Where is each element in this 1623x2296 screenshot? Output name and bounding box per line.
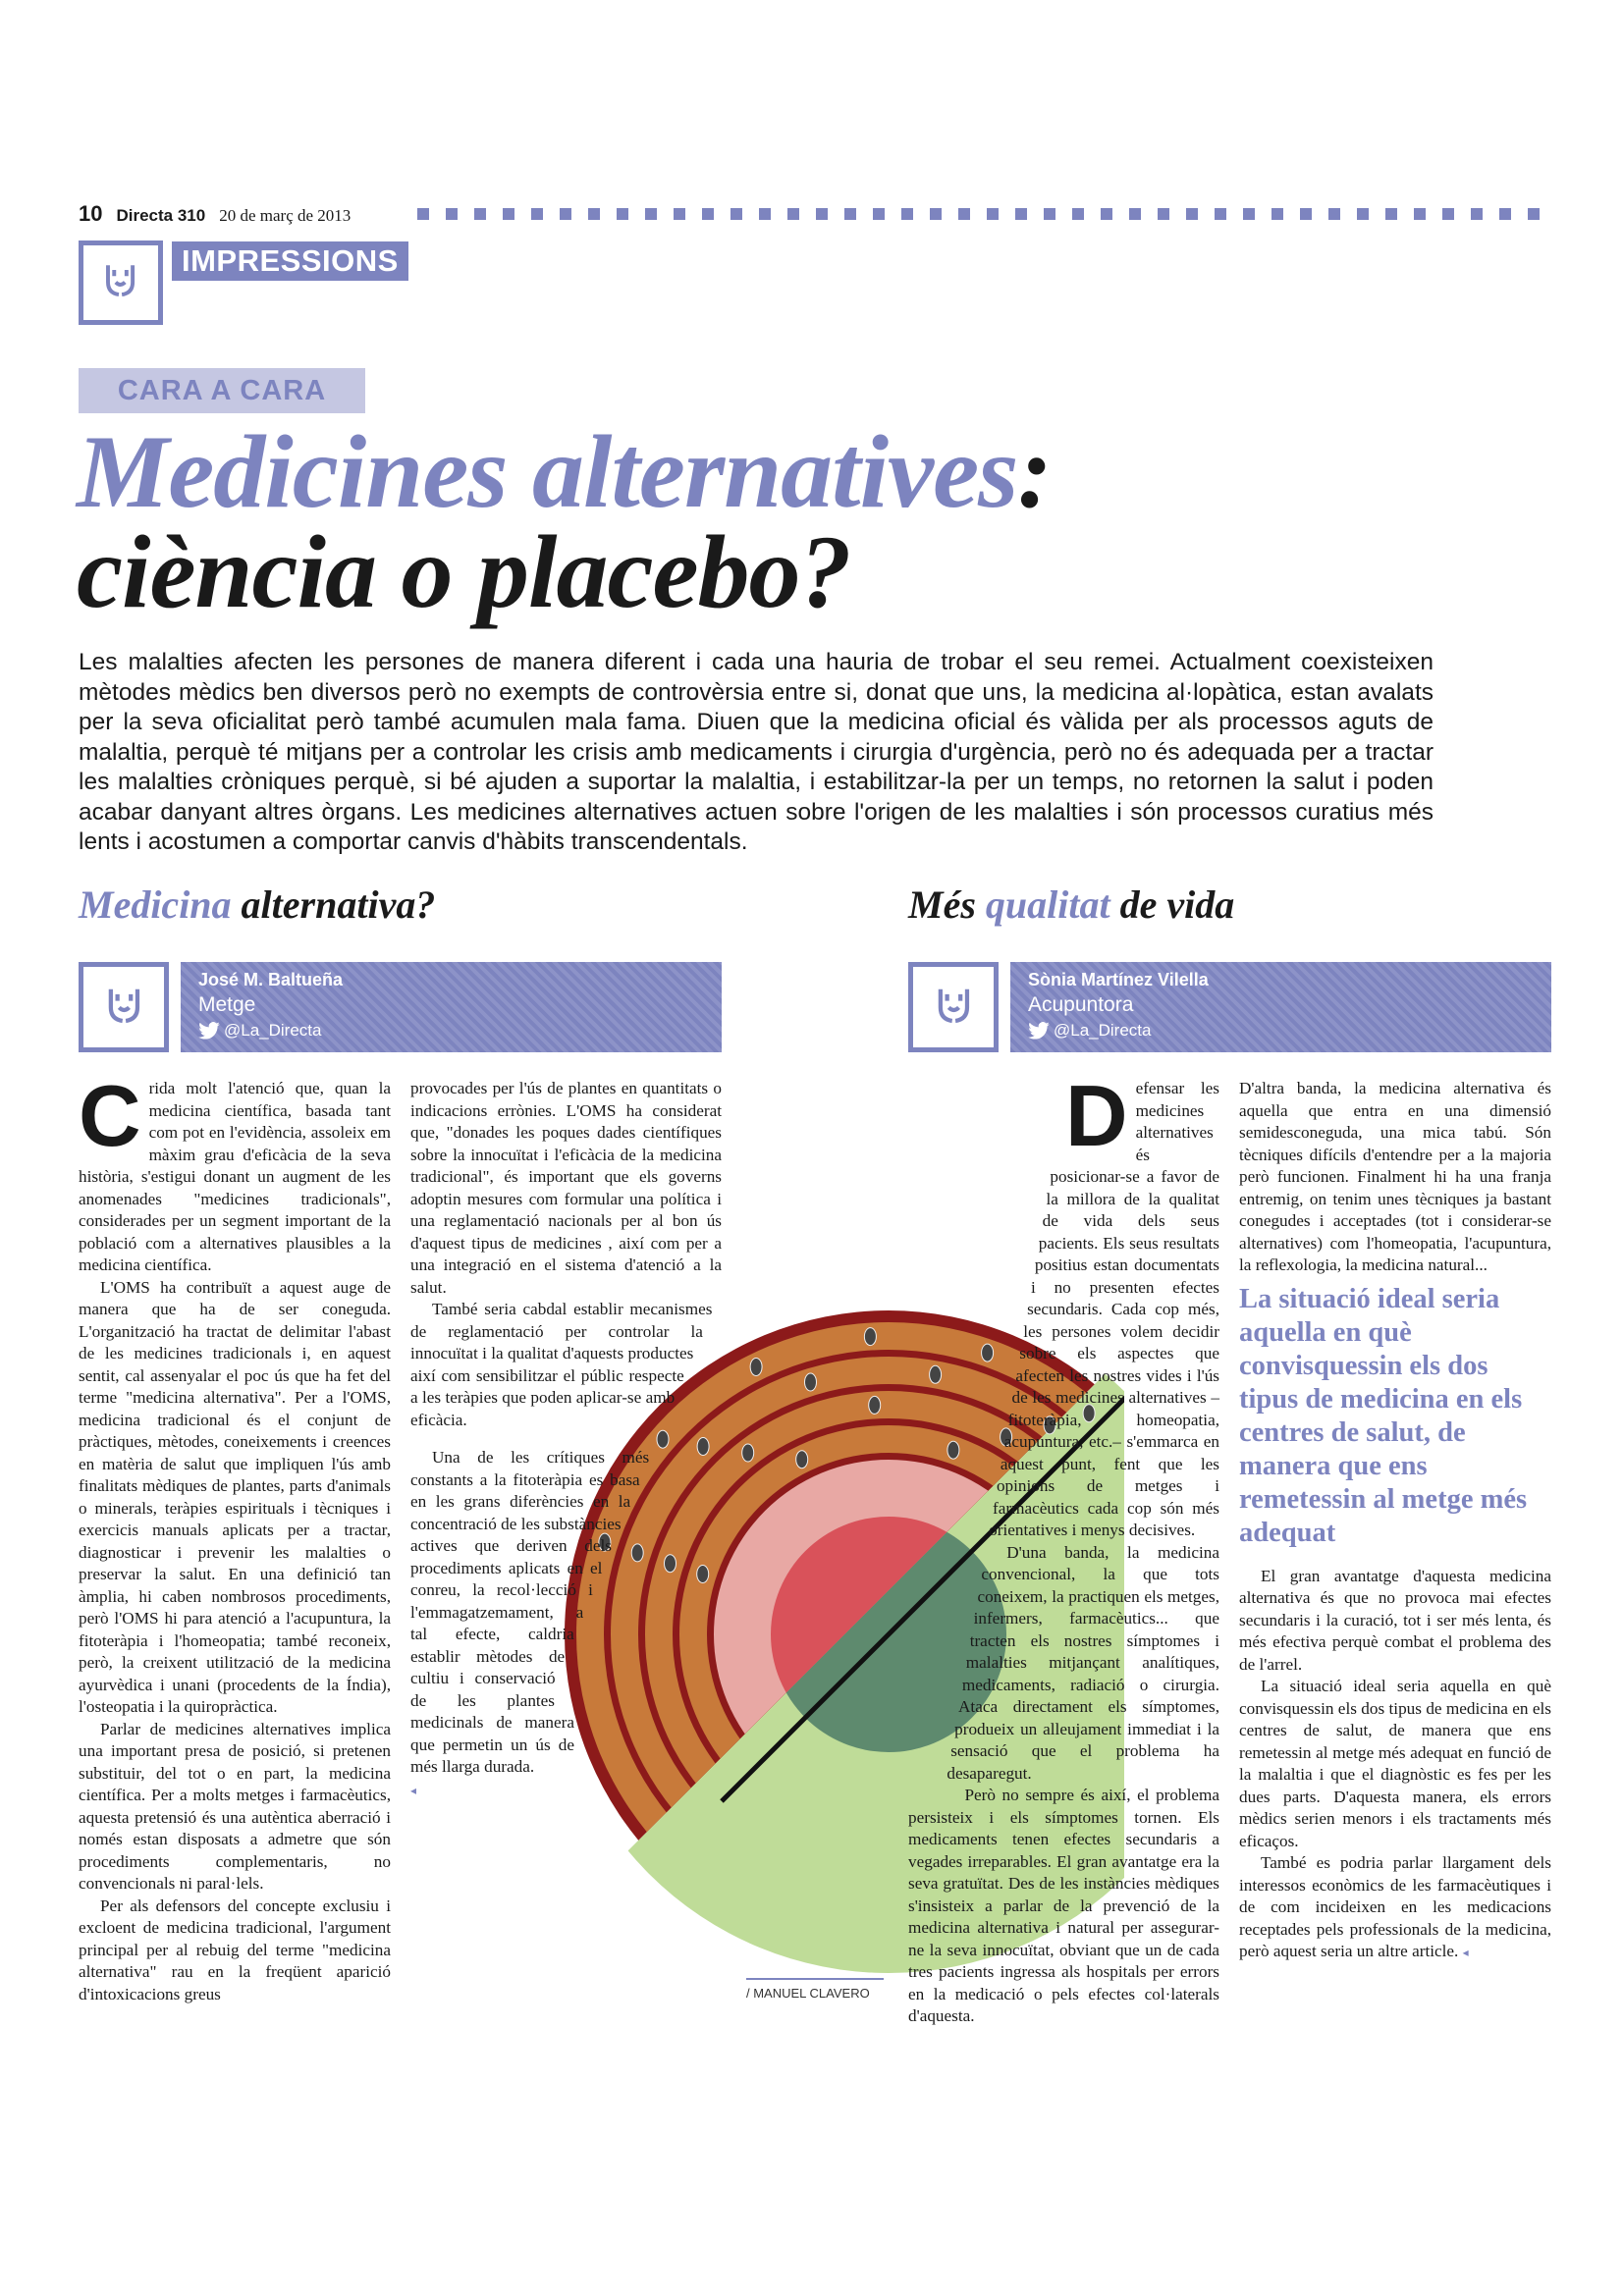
left-paragraph-4: Per als defensors del concepte exclusiu i excloent de medicina tradicional, l'argument principal per al rebuig del terme "medicina alternativa" rau en la freqüent aparició d'intoxicacions greus [79,1896,391,2003]
right-author-role: Acupuntora [1028,993,1134,1016]
left-author-name: José M. Baltueña [198,970,344,989]
right-title-pre: Més [908,882,986,927]
right-p7-text: També es podria parlar llargament dels interessos econòmics de les farmacèutiques i de com incideixen en les medicacions receptades pels professionals de la medicina, però aquest seria un altre article. [1239,1853,1551,1960]
left-author-logo [79,962,169,1052]
headline-line-2: ciència o placebo? [77,514,851,629]
left-paragraph-1 [79,1067,391,1277]
right-author-name: Sònia Martínez Vilella [1028,970,1209,989]
left-column-2 [410,1078,722,2005]
header-dotted-rule [417,208,1551,220]
issue-date: 20 de març de 2013 [219,206,352,225]
right-author-logo [908,962,999,1052]
seated-figure [864,1328,876,1346]
right-twitter-handle: @La_Directa [1054,1021,1152,1040]
right-title-accent: qualitat [985,882,1110,927]
headline-line-1: Medicines alternatives [77,414,1018,529]
seated-figure [742,1444,754,1462]
page-number: 10 [79,201,103,226]
left-author-box [181,962,722,1052]
left-title-rest: alternativa? [231,882,436,927]
twitter-bird-icon [1028,1022,1050,1040]
left-column-1 [79,1067,391,2005]
right-end-mark: ◂ [1462,1946,1469,1959]
right-paragraph-7 [1239,1852,1551,1964]
left-author-role: Metge [198,993,256,1016]
seated-figure [805,1373,817,1391]
seated-figure [869,1396,881,1414]
faces-icon [99,983,149,1033]
right-dropcap: D [1065,1067,1128,1164]
right-title-rest: de vida [1109,882,1235,927]
lead-paragraph: Les malalties afecten les persones de manera diferent i cada una hauria de trobar el seu remei. Actualment coexisteixen mètodes mèdics ben diversos però no exempts de controvèrsia entre si, donat que uns, la medicina al·lopàtica, estan avalats per la seva oficialitat però també acumulen mala fama. Diuen que la medicina oficial és vàlida per als processos aguts de malaltia, perquè té mitjans per a controlar les crisis amb medicaments i cirurgia d'urgència, però no és adequada per a tractar les malalties cròniques perquè, si bé ajuden a suportar la malaltia, i estabilitzar-la per un temps, no retornen la salut i poden acabar danyant altres òrgans. Les medicines alternatives actuen sobre l'origen de les malalties i són processos curatius més lents i acostumen a comportar canvis d'hàbits transcendentals. [79,649,1434,855]
page-header [79,201,351,231]
right-p1-text: efensar les medicines alternatives és posicionar-se a favor de la millora de la qualitat de vida dels seus pacients. Els seus resultats positius estan documentats i no presenten efectes secundaris. Cada cop més, les persones volem decidir sobre els aspectes que afecten les nostres vides i l'ús de les medicines alternatives –fitoteràpia, homeopatia, acupuntura, etc.– s'emmarca en aquest punt, fent que les opinions de metges i farmacèutics cada cop són més orientatives i menys decisives. [989,1079,1219,1539]
right-paragraph-2: D'una banda, la medicina convencional, la que tots coneixem, la practiquen els metges, infermers, farmacèutics... que tracten els nostres símptomes i malalties mitjançant analítiques, medicaments, radiació o cirurgia. Ataca directament els símptomes, produeix un alleujament immediat i la sensació que el problema ha desaparegut. [947,1542,1219,1783]
left-end-mark: ◂ [410,1783,417,1797]
headline-colon: : [1017,414,1052,529]
left-p1-text: rida molt l'atenció que, quan la medicina científica, basada tant com pot en l'evidència, assoleix em màxim grau d'eficàcia de la seva història, s'estigui donant un augment de les anomenades "medicines tradicionals", considerades per un segment important de la població com a alternatives plausibles a la medicina científica. [79,1079,391,1274]
publication-name: Directa 310 [116,206,206,225]
left-dropcap: C [79,1067,141,1164]
left-article-title [79,881,435,928]
twitter-bird-icon [198,1022,220,1040]
pull-quote: La situació ideal seria aquella en què convisquessin els dos tipus de medicina en els centres de salut, de manera que ens remetessin al metge més adequat [1239,1283,1528,1548]
seated-figure [796,1451,808,1468]
right-column-1 [908,1067,1219,2028]
headline [77,414,1052,629]
left-twitter-handle: @La_Directa [224,1021,322,1040]
left-author-row [79,962,722,1050]
section-logo [79,240,163,325]
right-paragraph-3: Però no sempre és així, el problema persisteix i els símptomes tornen. Els medicaments tenen efectes secundaris a vegades irreparables. El gran avantatge era la seva gratuïtat. Des de les instàncies mèdiques s'insisteix a parlar de la prevenció de la medicina alternativa i natural per assegurar-ne la seva innocuïtat, obviant que un de cada tres pacients ingressa als hospitals per errors en la medicació o pels efectes col·laterals d'aquesta. [908,1786,1219,2025]
right-author-box [1010,962,1551,1052]
left-paragraph-3: Parlar de medicines alternatives implica una important presa de posició, si pretenen substituir, del tot o en part, la medicina científica. Per a molts metges i farmacèutics, aquesta pretensió és una autèntica aberració i només estan disposats a admetre que són procediments complementaris, no convencionals ni paral·lels. [79,1719,391,1893]
right-paragraph-5: El gran avantatge d'aquesta medicina alternativa és que no provoca mai efectes secundaris i la curació, tot i ser més lenta, és més efectiva perquè combat el problema des de l'arrel. [1239,1566,1551,1674]
left-title-accent: Medicina [79,882,232,927]
right-paragraph-6: La situació ideal seria aquella en què convisquessin els dos tipus de medicina en els centres de salut, de manera que ens remetessin al metge més adequat en funció de la malaltia i que el diagnòstic es fes per les dues parts. D'aquesta manera, els errors mèdics serien menors i els tractaments més eficaços. [1239,1677,1551,1850]
left-paragraph-2: L'OMS ha contribuït a aquest auge de manera que ha de ser coneguda. L'organització ha tractat de delimitar l'abast de les medicines tradicionals i, en aquest sentit, cal assenyalar el poc ús que ha fet del terme "medicina alternativa". Per a l'OMS, medicina tradicional és el conjunt de pràctiques, mètodes, coneixements i creences en matèria de salut que impliquen l'ús amb finalitats mèdiques de plantes, parts d'animals o minerals, teràpies espirituals i tècniques i exercicis manuals aplicats per a tractar, diagnosticar i prevenir les malalties o preservar la salut. En una definició tan àmplia, hi caben nombrosos procediments, però l'OMS hi para atenció a l'acupuntura, la fitoteràpia i l'homeopatia; també reconeix, però, la creixent utilització de la medicina ayurvèdica i unani (procedents de la Índia), l'osteopatia i la quiropràctica. [79,1277,391,1716]
faces-icon [97,259,143,305]
right-article-title [908,881,1234,928]
right-column-2 [1239,1078,1551,1964]
kicker-label: CARA A CARA [79,368,365,413]
right-author-twitter[interactable] [1028,1021,1534,1041]
right-author-row [908,962,1551,1050]
right-paragraph-4: D'altra banda, la medicina alternativa és aquella que entra en una dimensió semidesconeguda, una mica tabú. Són tècniques difícils d'entendre per a la majoria però funcionen. Finalment hi ha una franja entremig, on tenim unes tècniques ja bastant conegudes i acceptades (tot i considerar-se alternatives) com l'homeopatia, l'acupuntura, la reflexologia, la medicina natural... [1239,1079,1551,1274]
seated-figure [750,1359,762,1376]
left-author-twitter[interactable] [198,1021,704,1041]
illustration-credit: / MANUEL CLAVERO [746,1978,884,2001]
section-label: IMPRESSIONS [172,241,408,281]
left-paragraph-7: Una de les crítiques més constants a la fitoteràpia es basa en les grans diferències en la concentració de les substàncies actives que deriven dels procediments aplicats en el conreu, la recol·lecció i l'emmagatzemament, a tal efecte, caldria establir mètodes de cultiu i conservació de les plantes medicinals de manera que permetin un ús de més llarga durada. [410,1448,650,1776]
left-paragraph-5: provocades per l'ús de plantes en quantitats o indicacions errònies. L'OMS ha considerat que, "donades les poques dades científiques sobre la innocuïtat i l'eficàcia de la medicina tradicional", és important que els governs adoptin mesures com formular una política i una reglamentació nacionals per al bon ús d'aquest tipus de medicines , així com per a una integració en el sistema d'atenció a la salut. [410,1079,722,1297]
left-paragraph-6: També seria cabdal establir mecanismes de reglamentació per controlar la innocuïtat i la qualitat d'aquests productes així com sensibilitzar el públic respecte a les teràpies que poden aplicar-se amb eficàcia. [410,1300,713,1429]
faces-icon [929,983,979,1033]
